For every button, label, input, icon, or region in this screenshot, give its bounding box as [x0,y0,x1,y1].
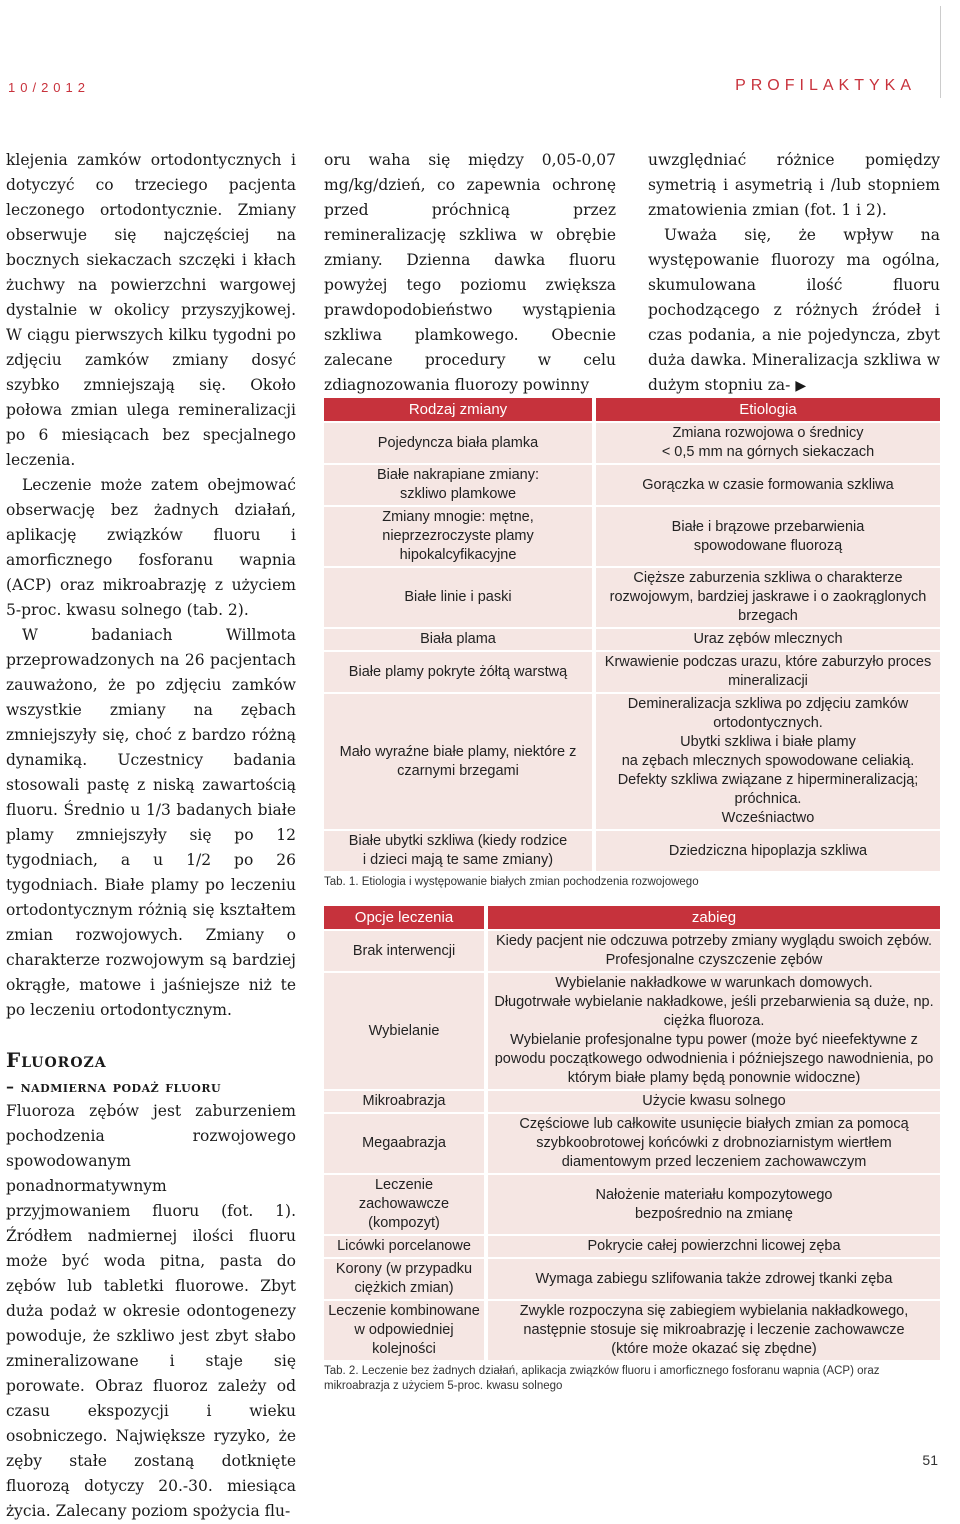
table1-row [324,694,940,829]
table1-cell: Mało wyraźne białe plamy, niektóre z czarnymi brzegami [324,694,592,829]
etiology-table [324,396,940,873]
table1-cell: Zmiany mnogie: mętne, nieprzezroczyste plamy hipokalcyfikacyjne [324,507,592,566]
table2-cell: Korony (w przypadku ciężkich zmian) [324,1259,484,1299]
table2-cell: Wybielanie nakładkowe w warunkach domowych. Długotrwałe wybielanie nakładkowe, jeśli przebarwienia są duże, np. ciężka fluoroza. Wybielanie profesjonalne typu power (może być nieefektywne z powodu początkowego odwodnienia i późniejszego nawodnienia, po którym białe plamy będą ponownie widoczne) [488,973,940,1089]
table1-cell: Uraz zębów mlecznych [596,629,940,650]
table1-cell: Białe nakrapiane zmiany: szkliwo plamkowe [324,465,592,505]
table2-header-procedure: zabieg [488,906,940,929]
table2-row [324,1259,940,1299]
table2-row [324,1301,940,1360]
table2-row [324,1175,940,1234]
table2-cell: Pokrycie całej powierzchni licowej zęba [488,1236,940,1257]
issue-label: 10/2012 [8,80,90,95]
table1-row [324,568,940,627]
table2-cell: Brak interwencji [324,931,484,971]
table1-cell: Krwawienie podczas urazu, które zaburzyło proces mineralizacji [596,652,940,692]
table2-cell: Zwykle rozpoczyna się zabiegiem wybielania nakładkowego, następnie stosuje się mikroabrazję i leczenie zachowawcze (które może okazać się zbędne) [488,1301,940,1360]
header-divider [940,6,941,98]
table2-cell: Nałożenie materiału kompozytowego bezpośrednio na zmianę [488,1175,940,1234]
table1-header-etiology: Etiologia [596,398,940,421]
section-subheading: – nadmierna podaż fluoru [6,1077,222,1096]
table1-cell: Białe i brązowe przebarwienia spowodowane fluorozą [596,507,940,566]
left-paragraph-3: W badaniach Willmota przeprowadzonych na 26 pacjentach zauważono, że po zdjęciu zamków wszystkie zmiany na zębach zmniejszyły się, choć z bardzo różną dynamiką. Uczestnicy badania stosowali pastę z niską zawartością fluoru. Średnio u 1/3 badanych białe plamy zmniejszyły się po 12 tygodniach, a u 1/2 po 26 tygodniach. Białe plamy po leczeniu ortodontycznym różnią się kształtem zmian rozwojowych. Zmiany o charakterze rozwojowym są bardziej okrągłe, matowe i jaśniejsze niż te po leczeniu ortodontycznym. [6,626,296,1019]
left-column [6,148,296,1524]
table2-cell: Kiedy pacjent nie odczuwa potrzeby zmiany wyglądu swoich zębów. Profesjonalne czyszczenie zębów [488,931,940,971]
right-paragraph-1: uwzględniać różnice pomiędzy symetrią i asymetrią i /lub stopniem zmatowienia zmian (fot. 1 i 2). [648,151,940,219]
table1-header-type: Rodzaj zmiany [324,398,592,421]
middle-paragraph-1: oru waha się między 0,05-0,07 mg/kg/dzień, co zapewnia ochronę przed próchnicą przez remineralizację szkliwa w obrębie zmiany. Dzienna dawka fluoru powyżej tego poziomu zwiększa prawdopodobieństwo wystąpienia szkliwa plamkowego. Obecnie zalecane procedury w celu zdiagnozowania fluorozy powinny [324,151,616,394]
table2-row [324,931,940,971]
middle-column [324,148,616,398]
table1-cell: Demineralizacja szkliwa po zdjęciu zamków ortodontycznych. Ubytki szkliwa i białe plamy na zębach mlecznych spowodowane celiakią. Defekty szkliwa związane z hipermineralizacją; próchnica. Wcześniactwo [596,694,940,829]
table2-header-options: Opcje leczenia [324,906,484,929]
table1-cell: Zmiana rozwojowa o średnicy < 0,5 mm na górnych siekaczach [596,423,940,463]
table1-cell: Cięższe zaburzenia szkliwa o charakterze rozwojowym, bardziej jaskrawe i o zaokrąglonych brzegach [596,568,940,627]
left-paragraph-1: klejenia zamków ortodontycznych i dotyczyć co trzeciego pacjenta leczonego ortodontycznie. Zmiany obserwuje się najczęściej na bocznych siekaczach szczęki i kłach żuchwy na powierzchni wargowej dystalnie w okolicy przyszyjkowej. W ciągu pierwszych kilku tygodni po zdjęciu zamków zmiany dosyć szybko zmniejszają się. Około połowa zmian ulega remineralizacji po 6 miesiącach bez specjalnego leczenia. [6,151,296,469]
table2-cell: Użycie kwasu solnego [488,1091,940,1112]
table2-row [324,973,940,1089]
table2-cell: Wybielanie [324,973,484,1089]
table2-cell: Leczenie zachowawcze (kompozyt) [324,1175,484,1234]
table1-row [324,629,940,650]
table1-cell: Biała plama [324,629,592,650]
table1-row [324,507,940,566]
table2-cell: Licówki porcelanowe [324,1236,484,1257]
table1-cell: Białe ubytki szkliwa (kiedy rodzice i dzieci mają te same zmiany) [324,831,592,871]
right-paragraph-2-text: Uważa się, że wpływ na występowanie fluorozy ma ogólna, skumulowana ilość fluoru pochodzącego z różnych źródeł i czas podania, a nie pojedyncza, zbyt duża dawka. Mineralizacja szkliwa w dużym stopniu za- [648,226,940,394]
table2-cell: Częściowe lub całkowite usunięcie białych zmian za pomocą szybkoobrotowej końcówki z drobnoziarnistym wiertłem diamentowym przed leczeniem zachowawczym [488,1114,940,1173]
section-heading: Fluoroza [6,1048,107,1072]
right-paragraph-2 [648,223,940,399]
table2-caption: Tab. 2. Leczenie bez żadnych działań, aplikacja związków fluoru i amorficznego fosforanu wapnia (ACP) oraz mikroabrazja z użyciem 5-proc. kwasu solnego [324,1365,880,1392]
left-paragraph-2: Leczenie może zatem obejmować obserwację bez żadnych działań, aplikację związków fluoru i amorficznego fosforanu wapnia (ACP) oraz mikroabrazję z użyciem 5-proc. kwasu solnego (tab. 2). [6,476,296,619]
table1-cell: Dziedziczna hipoplazja szkliwa [596,831,940,871]
right-column [648,148,940,399]
continue-arrow-icon: ▶ [795,378,807,394]
treatment-table [324,904,940,1362]
table2-cell: Leczenie kombinowane w odpowiedniej kolejności [324,1301,484,1360]
table2-row [324,1091,940,1112]
table1-row [324,423,940,463]
left-paragraph-4: Fluoroza zębów jest zaburzeniem pochodzenia rozwojowego spowodowanym ponadnormatywnym przyjmowaniem fluoru (fot. 1). Źródłem nadmiernej ilości fluoru może być woda pitna, pasta do zębów lub tabletki fluorowe. Zbyt duża podaż w okresie odontogenezy powoduje, że szkliwo jest zbyt słabo zmineralizowane i staje się porowate. Obraz fluoroz zależy od czasu ekspozycji i wieku osobniczego. Największe ryzyko, że zęby stałe zostaną dotknięte fluorozą dotyczy 20.-30. miesiąca życia. Zalecany poziom spożycia flu- [6,1102,296,1520]
table1-row [324,831,940,871]
table2-cell: Megaabrazja [324,1114,484,1173]
table1-cell: Białe linie i paski [324,568,592,627]
section-label: PROFILAKTYKA [735,77,916,94]
page-number: 51 [922,1452,938,1468]
table2-row [324,1114,940,1173]
table2-cell: Mikroabrazja [324,1091,484,1112]
table1-cell: Pojedyncza biała plamka [324,423,592,463]
table1-cell: Białe plamy pokryte żółtą warstwą [324,652,592,692]
table1-caption: Tab. 1. Etiologia i występowanie białych zmian pochodzenia rozwojowego [324,876,699,888]
table1-row [324,652,940,692]
table2-row [324,1236,940,1257]
table1-row [324,465,940,505]
table1-cell: Gorączka w czasie formowania szkliwa [596,465,940,505]
table2-cell: Wymaga zabiegu szlifowania także zdrowej tkanki zęba [488,1259,940,1299]
